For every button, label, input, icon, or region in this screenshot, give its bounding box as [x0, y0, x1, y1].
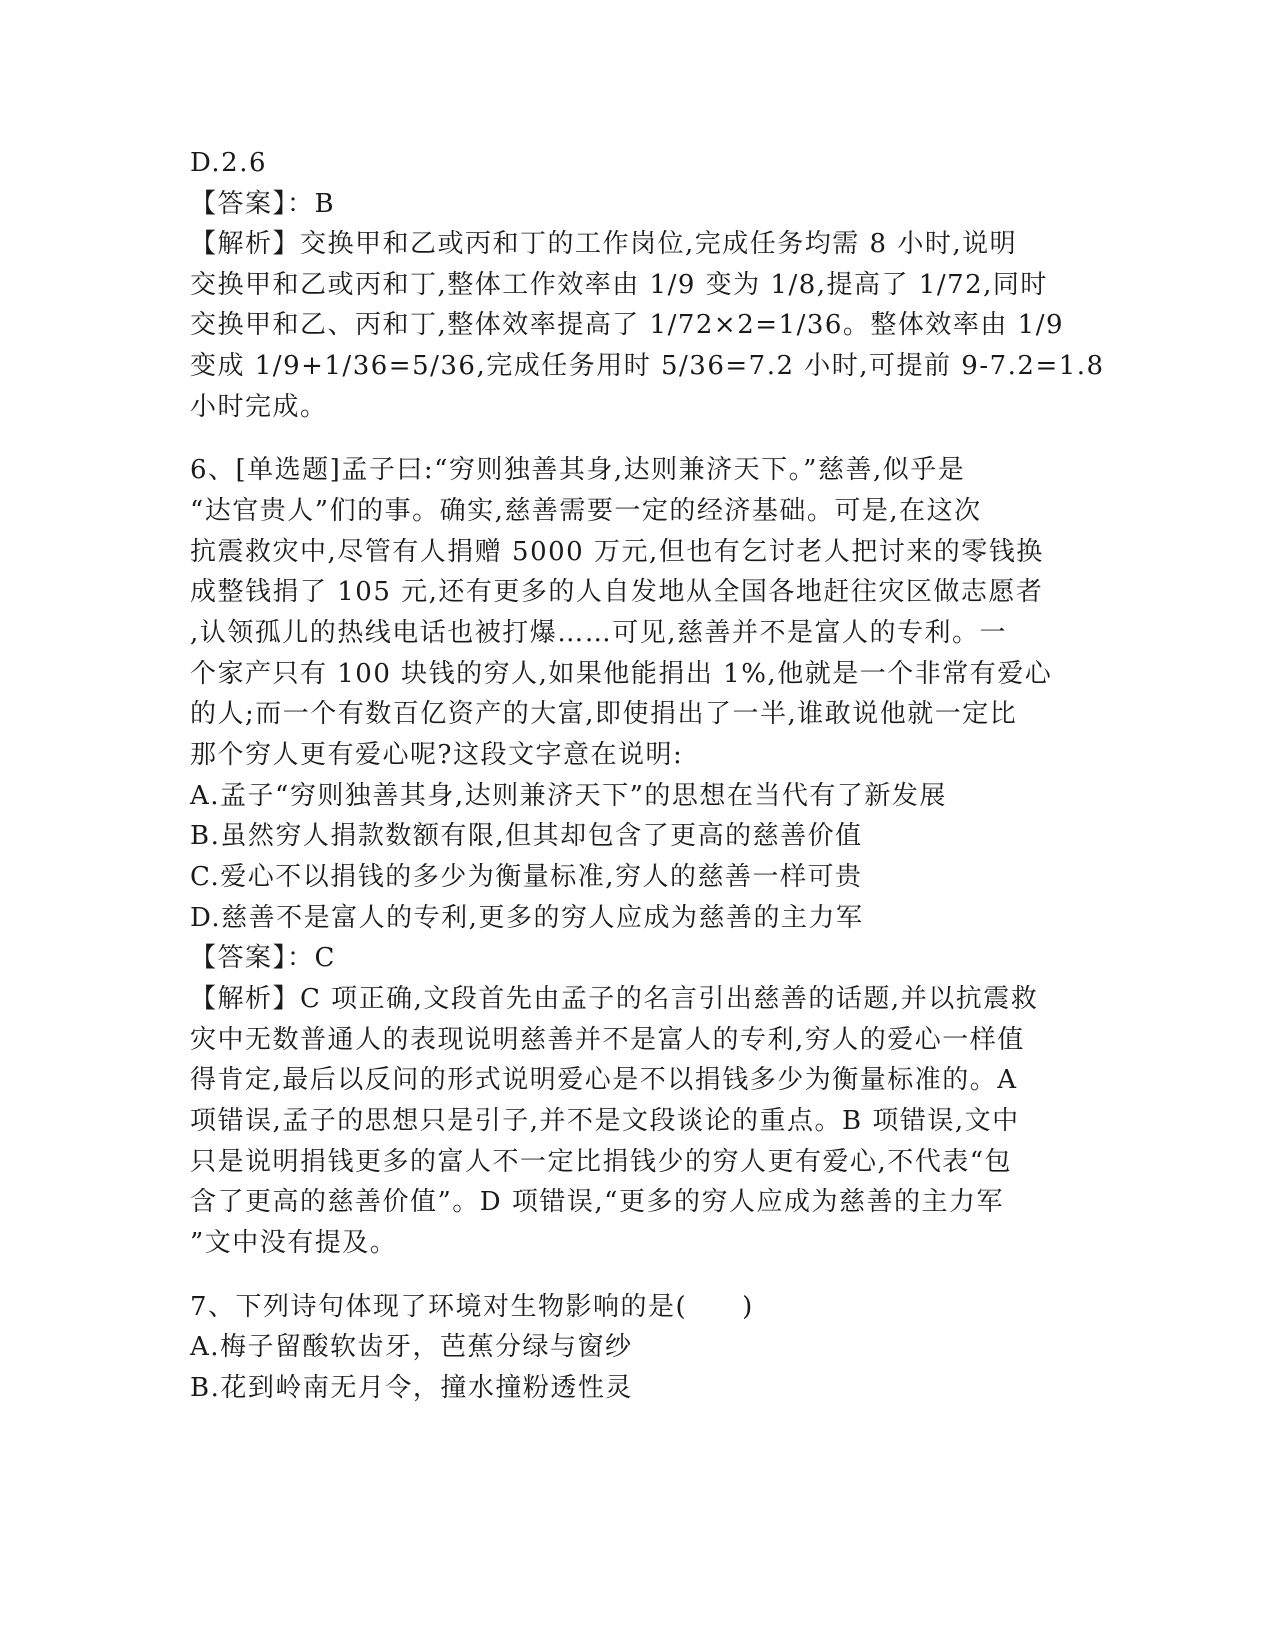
option-d-6: D.慈善不是富人的专利,更多的穷人应成为慈善的主力军 — [190, 903, 864, 933]
question-6-line-7: 的人;而一个有数百亿资产的大富,即使捐出了一半,谁敢说他就一定比 — [190, 699, 1018, 729]
analysis-6-line-4: 项错误,孟子的思想只是引子,并不是文段谈论的重点。B 项错误,文中 — [190, 1106, 1020, 1136]
analysis-6-line-1: 【解析】C 项正确,文段首先由孟子的名言引出慈善的话题,并以抗震救 — [190, 984, 1039, 1014]
analysis-5-line-1: 【解析】交换甲和乙或丙和丁的工作岗位,完成任务均需 8 小时,说明 — [190, 229, 1018, 259]
question-6-line-2: “达官贵人”们的事。确实,慈善需要一定的经济基础。可是,在这次 — [190, 496, 982, 526]
analysis-6-line-2: 灾中无数普通人的表现说明慈善并不是富人的专利,穷人的爱心一样值 — [190, 1025, 1025, 1055]
analysis-5-line-5: 小时完成。 — [190, 392, 328, 422]
analysis-5-line-4: 变成 1/9+1/36=5/36,完成任务用时 5/36=7.2 小时,可提前 9-7.2=1.8 — [190, 351, 1105, 381]
question-6-line-1: 6、[单选题]孟子曰:“穷则独善其身,达则兼济天下。”慈善,似乎是 — [190, 455, 966, 485]
analysis-6-line-6: 含了更高的慈善价值”。D 项错误,“更多的穷人应成为慈善的主力军 — [190, 1187, 1004, 1217]
option-b-6: B.虽然穷人捐款数额有限,但其却包含了更高的慈善价值 — [190, 821, 863, 851]
option-d-prev: D.2.6 — [190, 148, 268, 178]
answer-5: 【答案】：B — [190, 189, 336, 219]
question-6-line-5: ,认领孤儿的热线电话也被打爆……可见,慈善并不是富人的专利。一 — [190, 618, 1008, 648]
question-6-line-6: 个家产只有 100 块钱的穷人,如果他能捐出 1%,他就是一个非常有爱心 — [190, 659, 1053, 689]
question-7: 7、下列诗句体现了环境对生物影响的是( ) — [190, 1292, 754, 1322]
option-a-6: A.孟子“穷则独善其身,达则兼济天下”的思想在当代有了新发展 — [190, 781, 947, 811]
question-6-line-3: 抗震救灾中,尽管有人捐赠 5000 万元,但也有乞讨老人把讨来的零钱换 — [190, 537, 1044, 567]
analysis-5-line-2: 交换甲和乙或丙和丁,整体工作效率由 1/9 变为 1/8,提高了 1/72,同时 — [190, 270, 1048, 300]
option-a-7: A.梅子留酸软齿牙，芭蕉分绿与窗纱 — [190, 1332, 633, 1362]
analysis-6-line-3: 得肯定,最后以反问的形式说明爱心是不以捐钱多少为衡量标准的。A — [190, 1065, 1018, 1095]
analysis-6-line-7: ”文中没有提及。 — [190, 1228, 398, 1258]
question-6-line-4: 成整钱捐了 105 元,还有更多的人自发地从全国各地赶往灾区做志愿者 — [190, 577, 1044, 607]
option-b-7: B.花到岭南无月令，撞水撞粉透性灵 — [190, 1373, 633, 1403]
answer-6: 【答案】：C — [190, 943, 336, 973]
analysis-5-line-3: 交换甲和乙、丙和丁,整体效率提高了 1/72×2=1/36。整体效率由 1/9 — [190, 310, 1065, 340]
question-6-line-8: 那个穷人更有爱心呢?这段文字意在说明: — [190, 740, 684, 770]
option-c-6: C.爱心不以捐钱的多少为衡量标准,穷人的慈善一样可贵 — [190, 862, 863, 892]
analysis-6-line-5: 只是说明捐钱更多的富人不一定比捐钱少的穷人更有爱心,不代表“包 — [190, 1147, 1013, 1177]
